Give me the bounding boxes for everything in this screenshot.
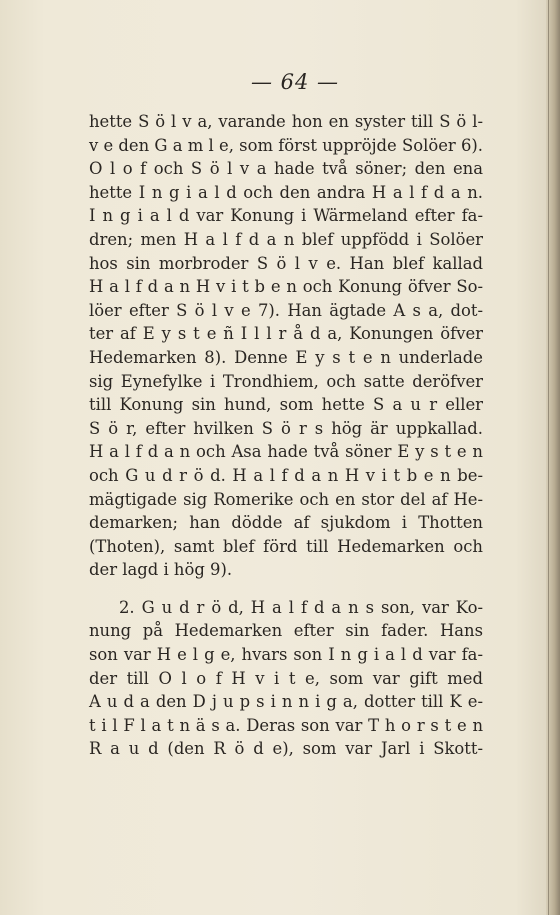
text-line: Hedemarken 8). Denne E y s t e n underlade	[89, 347, 483, 367]
text-line: A u d a den D j u p s i n n i g a, dotter till K e-	[89, 692, 483, 712]
text-line: son var H e l g e, hvars son I n g i a l d var fa-	[89, 645, 483, 665]
text-line: löer efter S ö l v e 7). Han ägtade A s a, dot-	[89, 300, 483, 320]
text-line: der lagd i hög 9).	[89, 560, 233, 580]
text-line: S ö r, efter hvilken S ö r s hög är uppkallad.	[89, 418, 483, 438]
page-edge	[546, 0, 560, 915]
text-line: t i l F l a t n ä s a. Deras son var T h o r s t e n	[89, 715, 483, 735]
paragraph-2	[89, 596, 483, 761]
text-line: hette I n g i a l d och den andra H a l f d a n.	[89, 182, 483, 202]
text-line: (Thoten), samt blef förd till Hedemarken och	[89, 536, 483, 556]
text-line: der till O l o f H v i t e, som var gift med	[89, 668, 483, 688]
text-line: dren; men H a l f d a n blef uppfödd i Solöer	[89, 229, 483, 249]
text-line: O l o f och S ö l v a hade två söner; den ena	[89, 159, 483, 179]
paragraph-1	[89, 110, 483, 582]
text-line: till Konung sin hund, som hette S a u r eller	[89, 395, 483, 415]
text-line: H a l f d a n och Asa hade två söner E y s t e n	[89, 442, 483, 462]
page-number: — 64 —	[250, 70, 340, 94]
text-line: ter af E y s t e ñ I l l r å d a, Konungen öfver	[89, 324, 483, 344]
text-line: hos sin morbroder S ö l v e. Han blef kallad	[89, 253, 483, 273]
text-line: v e den G a m l e, som först uppröjde Solöer 6).	[89, 135, 483, 155]
text-line: 2. G u d r ö d, H a l f d a n s son, var Ko-	[119, 597, 483, 617]
text-line: I n g i a l d var Konung i Wärmeland efter fa-	[89, 206, 483, 226]
text-line: nung på Hedemarken efter sin fader. Hans	[89, 621, 483, 641]
text-line: och G u d r ö d. H a l f d a n H v i t b e n be-	[89, 465, 483, 485]
text-line: demarken; han dödde af sjukdom i Thotten	[89, 513, 483, 533]
text-line: H a l f d a n H v i t b e n och Konung öfver So-	[89, 277, 483, 297]
text-line: R a u d (den R ö d e), som var Jarl i Skott-	[89, 739, 483, 759]
text-line: sig Eynefylke i Trondhiem, och satte deröfver	[89, 371, 483, 391]
body-text	[89, 110, 483, 761]
text-line: mägtigade sig Romerike och en stor del af He-	[89, 489, 483, 509]
paragraph-gap	[89, 582, 483, 596]
text-line: hette S ö l v a, varande hon en syster till S ö l-	[89, 112, 483, 131]
